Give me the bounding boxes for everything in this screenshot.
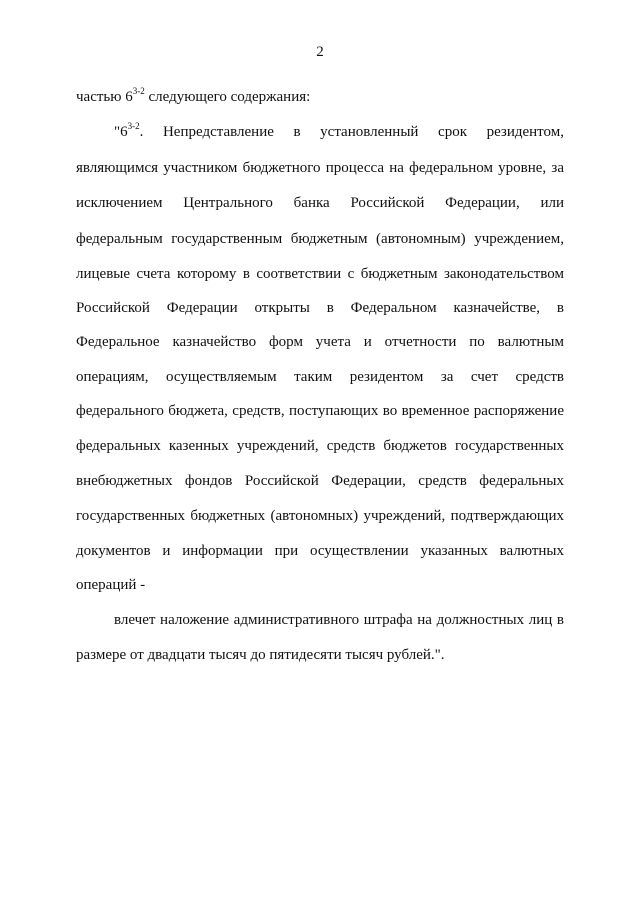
line-1-suffix: следующего содержания:: [144, 89, 311, 105]
text-line-17: размере от двадцати тысяч до пятидесяти тысяч рублей.".: [76, 647, 445, 663]
text-line-12: внебюджетных фондов Российской Федерации, средств федеральных: [76, 473, 564, 489]
line-2-superscript: 3-2: [127, 121, 140, 131]
page-number: 2: [316, 44, 324, 60]
text-line-9: операциям, осуществляемым таким резидентом за счет средств: [76, 369, 564, 385]
text-line-4: исключением Центрального банка Российской Федерации, или: [76, 195, 564, 211]
text-line-8: Федеральное казначейство форм учета и отчетности по валютным: [76, 334, 564, 350]
text-line-15: операций -: [76, 577, 146, 593]
text-line-10: федерального бюджета, средств, поступающих во временное распоряжение: [76, 403, 564, 419]
text-line-3: являющимся участником бюджетного процесса на федеральном уровне, за: [76, 160, 564, 176]
text-line-7: Российской Федерации открыты в Федеральном казначействе, в: [76, 300, 564, 316]
text-line-2: [114, 123, 564, 141]
text-line-16: влечет наложение административного штрафа на должностных лиц в: [114, 612, 564, 628]
text-line-5: федеральным государственным бюджетным (автономным) учреждением,: [76, 231, 564, 247]
text-line-6: лицевые счета которому в соответствии с бюджетным законодательством: [76, 266, 564, 282]
line-2-suffix: . Непредставление в установленный срок резидентом,: [139, 124, 564, 140]
text-line-14: документов и информации при осуществлении указанных валютных: [76, 543, 564, 559]
line-1-superscript: 3-2: [132, 86, 145, 96]
text-line-13: государственных бюджетных (автономных) учреждений, подтверждающих: [76, 508, 564, 524]
line-1-prefix: частью 6: [76, 89, 133, 105]
line-2-prefix: "6: [114, 124, 128, 140]
text-line-11: федеральных казенных учреждений, средств бюджетов государственных: [76, 438, 564, 454]
text-line-1: [76, 88, 564, 106]
